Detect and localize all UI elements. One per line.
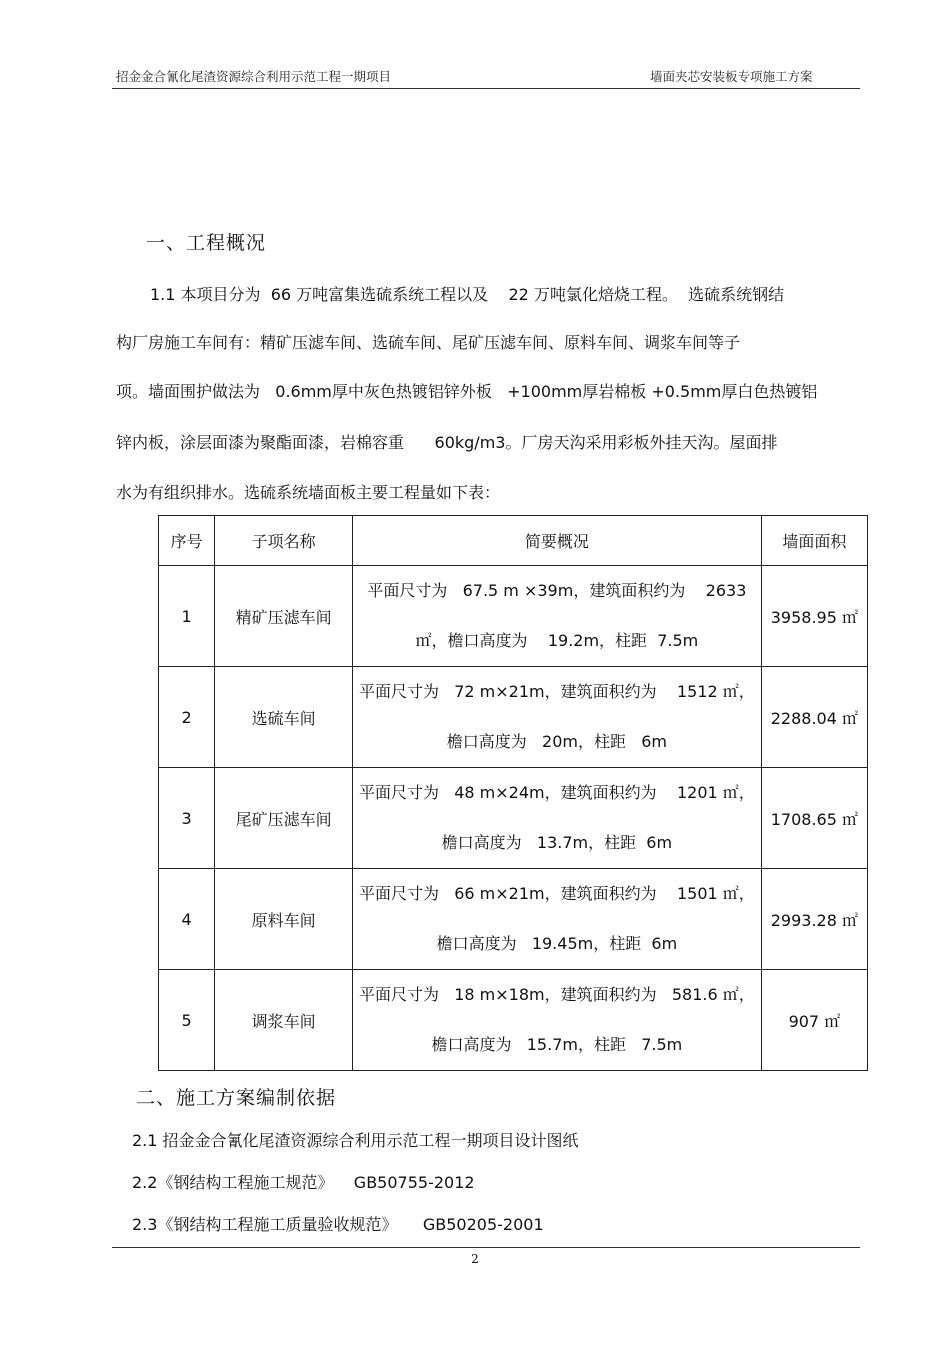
cell-name: 选硫车间 [215,667,353,768]
desc-line-2: 檐口高度为 13.7m，柱距 6m [441,833,673,852]
reference-item-1: 2.1 招金金合氰化尾渣资源综合利用示范工程一期项目设计图纸 [132,1131,579,1150]
cell-desc [352,970,761,1071]
reference-item-3: 2.3《钢结构工程施工质量验收规范》 GB50205-2001 [132,1215,544,1234]
paragraph-line-1: 1.1 本项目分为 66 万吨富集选硫系统工程以及 22 万吨氯化焙烧工程。 选硫系统钢结 [150,285,785,304]
table-row [159,667,868,768]
desc-line-1: 平面尺寸为 48 m×24m，建筑面积约为 1201 ㎡， [358,783,755,802]
cell-name: 精矿压滤车间 [215,566,353,667]
section-2-title: 二、施工方案编制依据 [136,1087,337,1109]
desc-line-1: 平面尺寸为 72 m×21m，建筑面积约为 1512 ㎡， [358,682,755,701]
desc-line-2: 檐口高度为 15.7m，柱距 7.5m [431,1035,683,1054]
desc-line-2: 檐口高度为 19.45m，柱距 6m [436,934,678,953]
paragraph-line-5: 水为有组织排水。选硫系统墙面板主要工程量如下表： [116,483,501,502]
header-left-title: 招金金合氰化尾渣资源综合利用示范工程一期项目 [116,69,392,84]
desc-line-2: 檐口高度为 20m，柱距 6m [446,732,667,751]
header-right-title: 墙面夹芯安装板专项施工方案 [650,69,813,84]
table-row [159,869,868,970]
table-row [159,970,868,1071]
cell-desc [352,869,761,970]
header-cell-name: 子项名称 [215,516,353,566]
cell-area: 2288.04 ㎡ [761,667,867,768]
cell-no: 5 [159,970,215,1071]
cell-no: 2 [159,667,215,768]
cell-desc [352,667,761,768]
header-cell-desc: 简要概况 [352,516,761,566]
section-1-title: 一、工程概况 [146,232,267,254]
header-cell-no: 序号 [159,516,215,566]
cell-name: 调浆车间 [215,970,353,1071]
paragraph-line-3: 项。墙面围护做法为 0.6mm厚中灰色热镀铝锌外板 +100mm厚岩棉板 +0.5mm厚白色热镀铝 [116,382,818,401]
workload-table [158,515,868,1071]
cell-no: 3 [159,768,215,869]
header-rule [112,88,860,89]
desc-line-1: 平面尺寸为 66 m×21m，建筑面积约为 1501 ㎡， [358,884,755,903]
cell-name: 尾矿压滤车间 [215,768,353,869]
paragraph-line-4: 锌内板，涂层面漆为聚酯面漆，岩棉容重 60kg/m3。厂房天沟采用彩板外挂天沟。屋面排 [116,433,778,452]
cell-area: 2993.28 ㎡ [761,869,867,970]
paragraph-line-2: 构厂房施工车间有：精矿压滤车间、选硫车间、尾矿压滤车间、原料车间、调浆车间等子 [116,333,741,352]
table-row [159,566,868,667]
table-header-row [159,516,868,566]
cell-desc [352,566,761,667]
desc-line-1: 平面尺寸为 67.5 m ×39m，建筑面积约为 2633 [367,581,747,600]
desc-line-1: 平面尺寸为 18 m×18m，建筑面积约为 581.6 ㎡， [358,985,755,1004]
footer-rule [112,1247,860,1248]
cell-no: 4 [159,869,215,970]
reference-item-2: 2.2《钢结构工程施工规范》 GB50755-2012 [132,1173,475,1192]
table-row [159,768,868,869]
cell-desc [352,768,761,869]
cell-area: 3958.95 ㎡ [761,566,867,667]
cell-area: 1708.65 ㎡ [761,768,867,869]
cell-name: 原料车间 [215,869,353,970]
cell-no: 1 [159,566,215,667]
page-number: 2 [471,1252,479,1266]
header-cell-area: 墙面面积 [761,516,867,566]
desc-line-2: ㎡，檐口高度为 19.2m，柱距 7.5m [415,631,699,650]
cell-area: 907 ㎡ [761,970,867,1071]
